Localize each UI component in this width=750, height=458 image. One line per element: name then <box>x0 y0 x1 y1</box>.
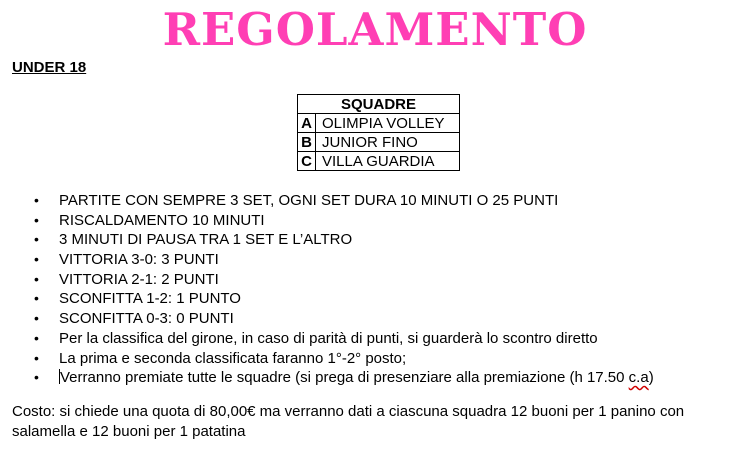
spellcheck-flagged-word: c.a <box>628 369 649 387</box>
list-item <box>34 329 654 349</box>
category-heading: UNDER 18 <box>12 59 87 76</box>
list-item <box>34 230 654 250</box>
list-item <box>34 211 654 231</box>
list-item[interactable] <box>34 368 654 388</box>
teams-table-header-row <box>298 95 460 114</box>
teams-table <box>297 94 460 171</box>
rule-text: Verranno premiate tutte le squadre (si prega di presenziare alla premiazione (h 17.50 <box>60 369 629 387</box>
rule-text: 3 MINUTI DI PAUSA TRA 1 SET E L’ALTRO <box>59 231 353 249</box>
bullet-icon: • <box>34 231 39 248</box>
rule-text-tail: ) <box>648 369 654 387</box>
document-title: REGOLAMENTO <box>162 3 588 56</box>
rules-list <box>34 191 654 388</box>
team-name: JUNIOR FINO <box>316 133 460 152</box>
cost-paragraph: Costo: si chiede una quota di 80,00€ ma verranno dati a ciascuna squadra 12 buoni per 1 panino con salamella e 12 buoni per 1 patatina <box>12 403 685 440</box>
table-row <box>298 133 460 152</box>
table-row <box>298 114 460 133</box>
bullet-icon: • <box>34 290 39 307</box>
list-item <box>34 191 654 211</box>
bullet-icon: • <box>34 329 39 346</box>
list-item <box>34 349 654 369</box>
bullet-icon: • <box>34 369 39 386</box>
list-item <box>34 309 654 329</box>
bullet-icon: • <box>34 310 39 327</box>
rule-text: VITTORIA 2-1: 2 PUNTI <box>59 270 219 288</box>
rule-text: VITTORIA 3-0: 3 PUNTI <box>59 251 219 269</box>
team-letter: A <box>298 114 316 133</box>
rule-text: SCONFITTA 0-3: 0 PUNTI <box>59 310 234 328</box>
bullet-icon: • <box>34 349 39 366</box>
rule-text: SCONFITTA 1-2: 1 PUNTO <box>59 290 241 308</box>
bullet-icon: • <box>34 211 39 228</box>
rule-text: La prima e seconda classificata faranno 1°-2° posto; <box>59 349 407 367</box>
list-item <box>34 270 654 290</box>
teams-table-header: SQUADRE <box>298 95 460 114</box>
bullet-icon: • <box>34 270 39 287</box>
rule-text: Per la classifica del girone, in caso di parità di punti, si guarderà lo scontro diretto <box>59 329 598 347</box>
list-item <box>34 289 654 309</box>
table-row <box>298 152 460 171</box>
team-name: VILLA GUARDIA <box>316 152 460 171</box>
team-letter: C <box>298 152 316 171</box>
team-letter: B <box>298 133 316 152</box>
list-item <box>34 250 654 270</box>
bullet-icon: • <box>34 251 39 268</box>
team-name: OLIMPIA VOLLEY <box>316 114 460 133</box>
rule-text: RISCALDAMENTO 10 MINUTI <box>59 211 265 229</box>
bullet-icon: • <box>34 192 39 208</box>
rule-text: PARTITE CON SEMPRE 3 SET, OGNI SET DURA 10 MINUTI O 25 PUNTI <box>59 192 559 209</box>
